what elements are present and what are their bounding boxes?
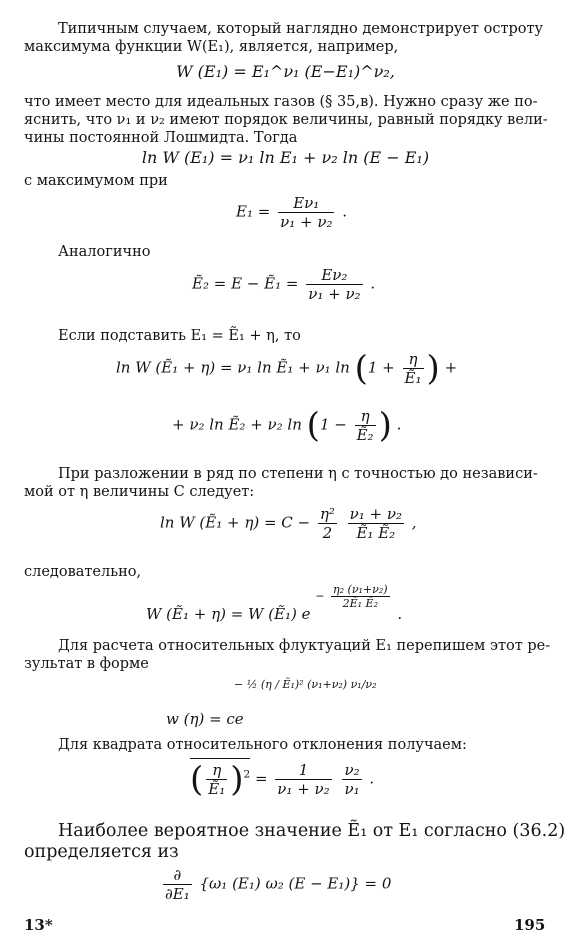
- paragraph-6-line-1: При разложении в ряд по степени η с точностью до независи-: [58, 466, 538, 482]
- paragraph-8-line-2: зультат в форме: [24, 656, 149, 672]
- equation-10-denominator: ∂E₁: [165, 885, 190, 903]
- equation-3-lhs: E₁ =: [236, 202, 271, 221]
- equation-5b-numerator: η: [355, 407, 376, 426]
- paragraph-2-line-2: яснить, что ν₁ и ν₂ имеют порядок величины, равный порядку вели-: [24, 112, 548, 128]
- equation-7: W (Ẽ₁ + η) = W (Ẽ₁) e − $\frac{\text{η₂ (ν₁+ν₂)}}{\text{2Ẽ₁ Ẽ₂}}$ .: [146, 583, 403, 623]
- paragraph-7: следовательно,: [24, 564, 142, 580]
- right-paren: ): [230, 759, 244, 800]
- equation-6-fraction-1: [318, 505, 337, 542]
- equation-7-exponent-fraction: [331, 583, 390, 610]
- equation-1: W (E₁) = E₁^ν₁ (E−E₁)^ν₂,: [176, 62, 395, 81]
- equation-9-mean-bar: [190, 758, 250, 798]
- page-number: 195: [514, 916, 546, 934]
- equation-5-line-2: + ν₂ ln Ẽ₂ + ν₂ ln (1 − $\frac{\eta}{\text{Ẽ₂}}$ ) .: [172, 405, 402, 446]
- paragraph-5: Если подставить E₁ = Ẽ₁ + η, то: [58, 328, 301, 344]
- equation-10-derivative: [163, 866, 192, 903]
- equation-9-denominator: Ẽ₁: [208, 780, 226, 798]
- equation-5a-lhs: ln W (Ẽ₁ + η) = ν₁ ln Ẽ₁ + ν₁ ln: [116, 358, 350, 377]
- paragraph-10-line-1: Наиболее вероятное значение Ẽ₁ от E₁ согласно (36.2): [58, 821, 566, 841]
- equation-6-fraction-2: [348, 505, 404, 542]
- equation-8: w (η) = ce: [166, 710, 244, 728]
- paragraph-9: Для квадрата относительного отклонения получаем:: [58, 737, 467, 753]
- equation-3: E₁ = $\frac{\text{Eν₁}}{\text{ν₁ + ν₂}}$ .: [236, 194, 348, 231]
- left-paren: (: [306, 405, 320, 446]
- equation-5b-lhs: + ν₂ ln Ẽ₂ + ν₂ ln: [172, 415, 302, 434]
- equation-3-denominator: ν₁ + ν₂: [280, 213, 333, 231]
- equation-6-numerator-2: ν₁ + ν₂: [349, 505, 403, 523]
- equation-4-fraction: [306, 266, 362, 303]
- equation-5b-inner: 1 −: [319, 415, 347, 434]
- equation-10: [160, 866, 391, 903]
- equation-6: ln W (Ẽ₁ + η) = C − $\frac{\text{η²}}{2}$ $\frac{\text{ν₁ + ν₂}}{\text{Ẽ₁ Ẽ₂}}$ ,: [160, 505, 417, 542]
- equation-9-rhs-denominator-1: ν₁ + ν₂: [277, 780, 330, 798]
- equation-6-lhs: ln W (Ẽ₁ + η) = C −: [160, 513, 311, 532]
- paragraph-4: Аналогично: [58, 244, 151, 260]
- equation-4-lhs: Ẽ₂ = E − Ẽ₁ =: [192, 274, 299, 293]
- signature-mark: 13*: [24, 916, 53, 934]
- paragraph-3: с максимумом при: [24, 173, 168, 189]
- equation-9-rhs-fraction-2: [342, 761, 361, 798]
- equation-8-exponent: − ½ (η / Ẽ₁)² (ν₁+ν₂) ν₁/ν₂: [234, 678, 377, 691]
- square-exponent: 2: [243, 768, 251, 781]
- equation-7-lhs: W (Ẽ₁ + η) = W (Ẽ₁) e: [146, 605, 311, 623]
- equation-5b-denominator: Ẽ₂: [356, 426, 374, 444]
- equation-9-rhs-numerator-1: 1: [275, 761, 331, 780]
- paragraph-2-line-1: что имеет место для идеальных газов (§ 35,в). Нужно сразу же по-: [24, 94, 538, 110]
- equation-9: ( $\frac{\eta}{\text{Ẽ₁}}$ )$^2$ = $\frac{1}{\text{ν₁ + ν₂}}$ $\frac{\text{ν₂}}{\text{ν₁}}$ .: [190, 759, 375, 800]
- equation-6-numerator-1: η²: [319, 505, 335, 523]
- equation-5a-inner: 1 +: [367, 358, 395, 377]
- equation-10-rest: {ω₁ (E₁) ω₂ (E − E₁)} = 0: [199, 874, 392, 893]
- equation-5b-fraction: [355, 407, 376, 444]
- equation-9-rhs-numerator-2: ν₂: [344, 761, 360, 779]
- equation-5a-tail: +: [444, 358, 458, 377]
- equation-5-line-1: [116, 350, 457, 387]
- equation-4-denominator: ν₁ + ν₂: [308, 285, 361, 303]
- paragraph-6-line-2: мой от η величины C следует:: [24, 484, 255, 500]
- equation-10-numerator: ∂: [163, 866, 192, 885]
- equation-4: Ẽ₂ = E − Ẽ₁ = $\frac{\text{Eν₂}}{\text{ν₁ + ν₂}}$ .: [192, 266, 376, 303]
- equation-5a-numerator: η: [403, 350, 424, 369]
- equation-5a-denominator: Ẽ₁: [404, 369, 422, 387]
- paragraph-10-line-2: определяется из: [24, 842, 179, 862]
- minus-sign: −: [315, 589, 329, 603]
- paragraph-2-line-3: чины постоянной Лошмидта. Тогда: [24, 130, 298, 146]
- paragraph-8-line-1: Для расчета относительных флуктуаций E₁ перепишем этот ре-: [58, 638, 551, 654]
- equation-6-denominator-1: 2: [322, 524, 333, 542]
- equation-3-numerator: Eν₁: [278, 194, 334, 213]
- equation-9-rhs-fraction-1: [275, 761, 331, 798]
- equation-9-rhs-denominator-2: ν₁: [344, 780, 360, 798]
- equation-7-exponent-numerator: η₂ (ν₁+ν₂): [333, 583, 388, 596]
- paragraph-1-line-1: Типичным случаем, который наглядно демонстрирует остроту: [58, 21, 544, 37]
- right-paren: ): [426, 348, 440, 389]
- equation-3-fraction: [278, 194, 334, 231]
- right-paren: ): [378, 405, 392, 446]
- equation-7-exponent: [315, 583, 392, 610]
- equation-9-fraction: [206, 761, 227, 798]
- equation-9-numerator: η: [206, 761, 227, 780]
- equation-7-exponent-denominator: 2Ẽ₁ Ẽ₂: [342, 597, 378, 610]
- left-paren: (: [190, 759, 204, 800]
- equation-5a-fraction: [403, 350, 424, 387]
- equation-4-numerator: Eν₂: [306, 266, 362, 285]
- equation-2: ln W (E₁) = ν₁ ln E₁ + ν₂ ln (E − E₁): [141, 148, 430, 167]
- left-paren: (: [354, 348, 368, 389]
- paragraph-1-line-2: максимума функции W(E₁), является, например,: [24, 39, 399, 55]
- equation-6-denominator-2: Ẽ₁ Ẽ₂: [356, 524, 396, 542]
